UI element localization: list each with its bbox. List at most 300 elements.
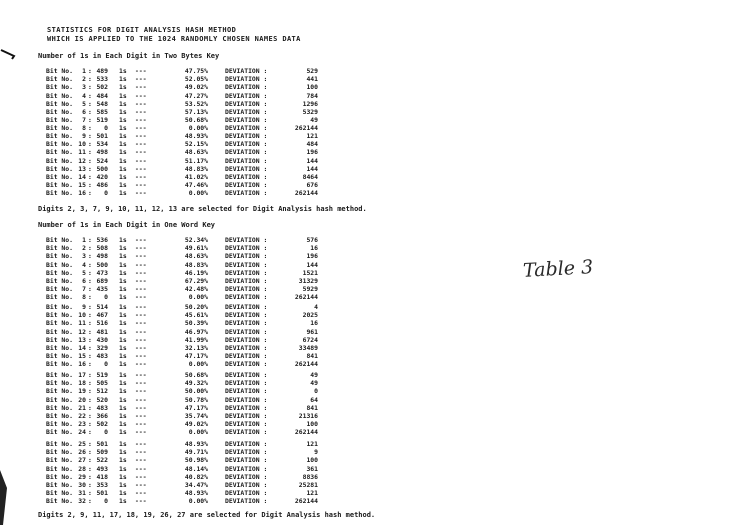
unit-label: 1s: [119, 319, 127, 328]
ones-count: 516: [96, 319, 108, 328]
table-row: [46, 140, 346, 148]
separator: :: [88, 276, 92, 285]
deviation-label: DEVIATION :: [225, 285, 268, 294]
separator: :: [88, 480, 92, 489]
deviation-value: 262144: [294, 189, 318, 198]
deviation-label: DEVIATION :: [225, 252, 268, 261]
unit-label: 1s: [119, 360, 127, 369]
ones-count: 500: [96, 260, 108, 269]
dash-separator: ---: [135, 268, 147, 277]
bit-number: 21: [78, 403, 86, 412]
unit-label: 1s: [119, 335, 127, 344]
unit-label: 1s: [119, 252, 127, 261]
section2-group-4: [46, 440, 346, 506]
deviation-value: 784: [306, 91, 318, 100]
deviation-label: DEVIATION :: [225, 156, 268, 165]
table-row: [46, 236, 346, 244]
deviation-label: DEVIATION :: [225, 181, 268, 190]
separator: :: [88, 67, 92, 75]
ones-count: 505: [96, 379, 108, 388]
dash-separator: ---: [135, 140, 147, 149]
deviation-label: DEVIATION :: [225, 164, 268, 173]
percentage: 48.93%: [184, 440, 208, 448]
table-row: [46, 352, 346, 360]
deviation-label: DEVIATION :: [225, 140, 268, 149]
ones-count: 512: [96, 387, 108, 396]
ones-count: 420: [96, 172, 108, 181]
bit-number: 8: [82, 124, 86, 133]
bit-label: Bit No.: [46, 132, 73, 140]
bit-label: Bit No.: [46, 276, 73, 285]
unit-label: 1s: [119, 371, 127, 379]
dash-separator: ---: [135, 124, 147, 133]
deviation-label: DEVIATION :: [225, 107, 268, 116]
deviation-value: 21316: [298, 411, 318, 420]
separator: :: [88, 75, 92, 84]
bit-number: 13: [78, 164, 86, 173]
deviation-value: 64: [310, 395, 318, 404]
unit-label: 1s: [119, 387, 127, 396]
ones-count: 0: [104, 428, 108, 437]
unit-label: 1s: [119, 236, 127, 244]
deviation-value: 441: [306, 75, 318, 84]
bit-number: 12: [78, 327, 86, 336]
table-row: [46, 261, 346, 269]
ones-count: 0: [104, 497, 108, 506]
separator: :: [88, 91, 92, 100]
ones-count: 524: [96, 156, 108, 165]
table-row: [46, 293, 346, 301]
bit-label: Bit No.: [46, 440, 73, 448]
bit-label: Bit No.: [46, 387, 73, 396]
percentage: 52.34%: [184, 236, 208, 244]
table-row: [46, 344, 346, 352]
deviation-label: DEVIATION :: [225, 311, 268, 320]
deviation-value: 121: [306, 440, 318, 448]
deviation-value: 100: [306, 456, 318, 465]
dash-separator: ---: [135, 360, 147, 369]
bit-number: 27: [78, 456, 86, 465]
percentage: 50.00%: [184, 387, 208, 396]
ones-count: 501: [96, 489, 108, 498]
deviation-value: 196: [306, 148, 318, 157]
unit-label: 1s: [119, 181, 127, 190]
deviation-label: DEVIATION :: [225, 489, 268, 498]
unit-label: 1s: [119, 67, 127, 75]
bit-number: 17: [78, 371, 86, 379]
dash-separator: ---: [135, 448, 147, 457]
deviation-value: 49: [310, 371, 318, 379]
deviation-value: 961: [306, 327, 318, 336]
bit-number: 26: [78, 448, 86, 457]
bit-number: 1: [82, 236, 86, 244]
bit-label: Bit No.: [46, 244, 73, 253]
bit-number: 3: [82, 83, 86, 92]
table-row: [46, 412, 346, 420]
bit-label: Bit No.: [46, 148, 73, 157]
separator: :: [88, 164, 92, 173]
dash-separator: ---: [135, 293, 147, 302]
percentage: 67.29%: [184, 276, 208, 285]
deviation-value: 9: [314, 448, 318, 457]
table-row: [46, 497, 346, 505]
deviation-value: 121: [306, 132, 318, 140]
separator: :: [88, 311, 92, 320]
unit-label: 1s: [119, 343, 127, 352]
separator: :: [88, 83, 92, 92]
dash-separator: ---: [135, 148, 147, 157]
bit-number: 7: [82, 116, 86, 125]
ones-count: 484: [96, 91, 108, 100]
ones-count: 585: [96, 107, 108, 116]
deviation-label: DEVIATION :: [225, 440, 268, 448]
table-row: [46, 269, 346, 277]
section2-group-2: [46, 303, 346, 369]
table-row: [46, 132, 346, 140]
percentage: 57.13%: [184, 107, 208, 116]
percentage: 0.00%: [188, 124, 208, 133]
dash-separator: ---: [135, 156, 147, 165]
deviation-value: 1296: [302, 99, 318, 108]
ones-count: 418: [96, 472, 108, 481]
bit-label: Bit No.: [46, 67, 73, 75]
table-row: [46, 181, 346, 189]
table-row: [46, 404, 346, 412]
bit-label: Bit No.: [46, 236, 73, 244]
unit-label: 1s: [119, 116, 127, 125]
ones-count: 548: [96, 99, 108, 108]
bit-label: Bit No.: [46, 156, 73, 165]
deviation-value: 676: [306, 181, 318, 190]
separator: :: [88, 107, 92, 116]
separator: :: [88, 116, 92, 125]
unit-label: 1s: [119, 395, 127, 404]
deviation-value: 262144: [294, 360, 318, 369]
unit-label: 1s: [119, 456, 127, 465]
dash-separator: ---: [135, 303, 147, 311]
bit-label: Bit No.: [46, 489, 73, 498]
deviation-label: DEVIATION :: [225, 75, 268, 84]
ones-count: 430: [96, 335, 108, 344]
deviation-value: 33489: [298, 343, 318, 352]
deviation-label: DEVIATION :: [225, 387, 268, 396]
bit-number: 15: [78, 352, 86, 361]
dash-separator: ---: [135, 395, 147, 404]
separator: :: [88, 387, 92, 396]
separator: :: [88, 124, 92, 133]
table-row: [46, 100, 346, 108]
table-row: [46, 428, 346, 436]
unit-label: 1s: [119, 403, 127, 412]
unit-label: 1s: [119, 285, 127, 294]
bit-label: Bit No.: [46, 172, 73, 181]
percentage: 48.14%: [184, 464, 208, 473]
deviation-label: DEVIATION :: [225, 276, 268, 285]
bit-number: 5: [82, 99, 86, 108]
deviation-label: DEVIATION :: [225, 371, 268, 379]
unit-label: 1s: [119, 140, 127, 149]
deviation-label: DEVIATION :: [225, 360, 268, 369]
bit-number: 30: [78, 480, 86, 489]
percentage: 49.32%: [184, 379, 208, 388]
section2-group-1: [46, 236, 346, 302]
table-row: [46, 456, 346, 464]
bit-label: Bit No.: [46, 164, 73, 173]
deviation-label: DEVIATION :: [225, 379, 268, 388]
deviation-label: DEVIATION :: [225, 448, 268, 457]
dash-separator: ---: [135, 464, 147, 473]
deviation-label: DEVIATION :: [225, 268, 268, 277]
dash-separator: ---: [135, 285, 147, 294]
percentage: 50.68%: [184, 371, 208, 379]
deviation-label: DEVIATION :: [225, 395, 268, 404]
percentage: 42.48%: [184, 285, 208, 294]
table-row: [46, 148, 346, 156]
bit-number: 15: [78, 181, 86, 190]
ones-count: 435: [96, 285, 108, 294]
ones-count: 0: [104, 189, 108, 198]
bit-number: 8: [82, 293, 86, 302]
percentage: 47.17%: [184, 352, 208, 361]
percentage: 52.15%: [184, 140, 208, 149]
bit-label: Bit No.: [46, 116, 73, 125]
ones-count: 508: [96, 244, 108, 253]
bit-number: 29: [78, 472, 86, 481]
percentage: 48.93%: [184, 132, 208, 140]
dash-separator: ---: [135, 472, 147, 481]
percentage: 0.00%: [188, 189, 208, 198]
bit-number: 2: [82, 244, 86, 253]
table-row: [46, 92, 346, 100]
bit-label: Bit No.: [46, 456, 73, 465]
bit-label: Bit No.: [46, 360, 73, 369]
table-row: [46, 371, 346, 379]
separator: :: [88, 244, 92, 253]
deviation-label: DEVIATION :: [225, 411, 268, 420]
dash-separator: ---: [135, 420, 147, 429]
ones-count: 689: [96, 276, 108, 285]
bit-number: 6: [82, 276, 86, 285]
ones-count: 509: [96, 448, 108, 457]
deviation-value: 529: [306, 67, 318, 75]
deviation-value: 576: [306, 236, 318, 244]
percentage: 0.00%: [188, 293, 208, 302]
unit-label: 1s: [119, 83, 127, 92]
deviation-value: 31329: [298, 276, 318, 285]
dash-separator: ---: [135, 99, 147, 108]
table-row: [46, 319, 346, 327]
bit-label: Bit No.: [46, 395, 73, 404]
table-row: [46, 465, 346, 473]
deviation-value: 262144: [294, 497, 318, 506]
section2-group-3: [46, 371, 346, 437]
bit-label: Bit No.: [46, 293, 73, 302]
table-row: [46, 252, 346, 260]
deviation-value: 196: [306, 252, 318, 261]
bit-label: Bit No.: [46, 327, 73, 336]
dash-separator: ---: [135, 379, 147, 388]
section1-heading: Number of 1s in Each Digit in Two Bytes Key: [38, 52, 220, 60]
percentage: 47.17%: [184, 403, 208, 412]
deviation-value: 8836: [302, 472, 318, 481]
deviation-value: 1521: [302, 268, 318, 277]
unit-label: 1s: [119, 311, 127, 320]
bit-number: 1: [82, 67, 86, 75]
ones-count: 486: [96, 181, 108, 190]
ones-count: 502: [96, 420, 108, 429]
percentage: 0.00%: [188, 360, 208, 369]
unit-label: 1s: [119, 464, 127, 473]
unit-label: 1s: [119, 327, 127, 336]
bit-number: 4: [82, 260, 86, 269]
table-row: [46, 387, 346, 395]
deviation-label: DEVIATION :: [225, 99, 268, 108]
handwritten-note: Table 3: [522, 256, 594, 282]
separator: :: [88, 268, 92, 277]
bit-number: 23: [78, 420, 86, 429]
dash-separator: ---: [135, 497, 147, 506]
bit-label: Bit No.: [46, 335, 73, 344]
separator: :: [88, 189, 92, 198]
deviation-label: DEVIATION :: [225, 497, 268, 506]
unit-label: 1s: [119, 164, 127, 173]
percentage: 41.99%: [184, 335, 208, 344]
bit-label: Bit No.: [46, 472, 73, 481]
deviation-label: DEVIATION :: [225, 464, 268, 473]
dash-separator: ---: [135, 164, 147, 173]
deviation-label: DEVIATION :: [225, 260, 268, 269]
table-row: [46, 189, 346, 197]
deviation-label: DEVIATION :: [225, 403, 268, 412]
dash-separator: ---: [135, 189, 147, 198]
bit-label: Bit No.: [46, 303, 73, 311]
section1-group-1: [46, 67, 346, 133]
unit-label: 1s: [119, 411, 127, 420]
unit-label: 1s: [119, 472, 127, 481]
deviation-value: 49: [310, 379, 318, 388]
scan-mark: [0, 46, 18, 60]
separator: :: [88, 489, 92, 498]
deviation-value: 262144: [294, 293, 318, 302]
bit-number: 18: [78, 379, 86, 388]
percentage: 49.02%: [184, 83, 208, 92]
bit-number: 9: [82, 132, 86, 140]
deviation-value: 841: [306, 352, 318, 361]
bit-number: 7: [82, 285, 86, 294]
bit-label: Bit No.: [46, 181, 73, 190]
percentage: 32.13%: [184, 343, 208, 352]
bit-number: 32: [78, 497, 86, 506]
separator: :: [88, 303, 92, 311]
deviation-value: 16: [310, 244, 318, 253]
ones-count: 329: [96, 343, 108, 352]
unit-label: 1s: [119, 497, 127, 506]
dash-separator: ---: [135, 75, 147, 84]
bit-label: Bit No.: [46, 75, 73, 84]
table-row: [46, 165, 346, 173]
separator: :: [88, 132, 92, 140]
bit-label: Bit No.: [46, 411, 73, 420]
percentage: 47.27%: [184, 91, 208, 100]
table-row: [46, 420, 346, 428]
dash-separator: ---: [135, 236, 147, 244]
deviation-value: 144: [306, 164, 318, 173]
table-row: [46, 285, 346, 293]
percentage: 50.98%: [184, 456, 208, 465]
dash-separator: ---: [135, 276, 147, 285]
dash-separator: ---: [135, 311, 147, 320]
separator: :: [88, 440, 92, 448]
separator: :: [88, 172, 92, 181]
section1-note: Digits 2, 3, 7, 9, 10, 11, 12, 13 are selected for Digit Analysis hash method.: [38, 205, 367, 213]
separator: :: [88, 472, 92, 481]
ones-count: 353: [96, 480, 108, 489]
unit-label: 1s: [119, 448, 127, 457]
deviation-label: DEVIATION :: [225, 480, 268, 489]
deviation-value: 361: [306, 464, 318, 473]
bit-label: Bit No.: [46, 352, 73, 361]
dash-separator: ---: [135, 91, 147, 100]
ones-count: 473: [96, 268, 108, 277]
ones-count: 502: [96, 83, 108, 92]
percentage: 0.00%: [188, 428, 208, 437]
dash-separator: ---: [135, 352, 147, 361]
table-row: [46, 481, 346, 489]
dash-separator: ---: [135, 411, 147, 420]
separator: :: [88, 260, 92, 269]
scan-edge-mark: [0, 470, 10, 525]
unit-label: 1s: [119, 99, 127, 108]
separator: :: [88, 319, 92, 328]
ones-count: 519: [96, 116, 108, 125]
unit-label: 1s: [119, 148, 127, 157]
separator: :: [88, 464, 92, 473]
deviation-label: DEVIATION :: [225, 67, 268, 75]
unit-label: 1s: [119, 420, 127, 429]
deviation-label: DEVIATION :: [225, 472, 268, 481]
ones-count: 493: [96, 464, 108, 473]
bit-number: 4: [82, 91, 86, 100]
deviation-label: DEVIATION :: [225, 420, 268, 429]
table-row: [46, 244, 346, 252]
percentage: 50.20%: [184, 303, 208, 311]
ones-count: 483: [96, 403, 108, 412]
percentage: 0.00%: [188, 497, 208, 506]
dash-separator: ---: [135, 107, 147, 116]
deviation-value: 100: [306, 420, 318, 429]
ones-count: 536: [96, 236, 108, 244]
dash-separator: ---: [135, 83, 147, 92]
bit-label: Bit No.: [46, 285, 73, 294]
bit-number: 24: [78, 428, 86, 437]
bit-label: Bit No.: [46, 403, 73, 412]
table-row: [46, 67, 346, 75]
deviation-label: DEVIATION :: [225, 244, 268, 253]
bit-label: Bit No.: [46, 371, 73, 379]
unit-label: 1s: [119, 268, 127, 277]
bit-label: Bit No.: [46, 124, 73, 133]
section2-heading: Number of 1s in Each Digit in One Word Key: [38, 221, 216, 229]
separator: :: [88, 343, 92, 352]
deviation-value: 8464: [302, 172, 318, 181]
dash-separator: ---: [135, 489, 147, 498]
separator: :: [88, 285, 92, 294]
deviation-label: DEVIATION :: [225, 303, 268, 311]
percentage: 48.63%: [184, 252, 208, 261]
separator: :: [88, 379, 92, 388]
dash-separator: ---: [135, 116, 147, 125]
separator: :: [88, 156, 92, 165]
